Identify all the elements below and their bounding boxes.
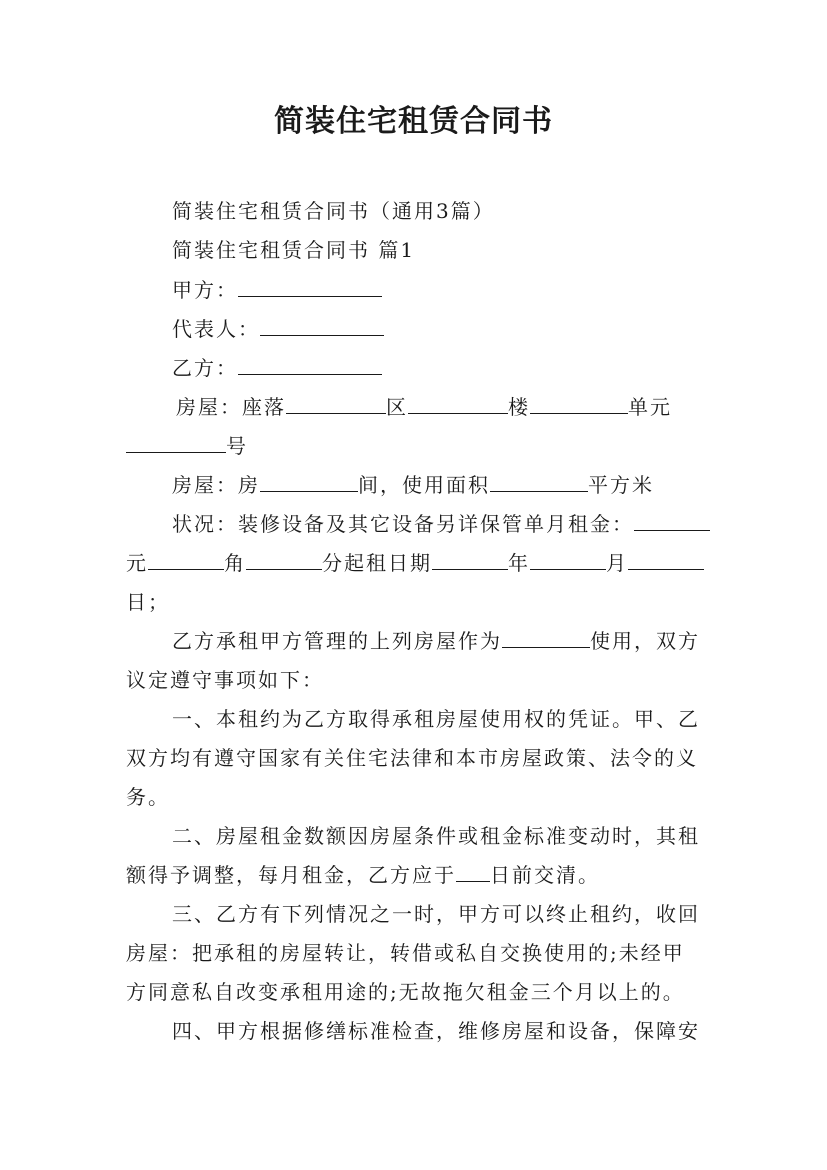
district-blank	[408, 393, 508, 414]
building-blank	[530, 393, 628, 414]
area-blank	[490, 471, 588, 492]
payment-day-blank	[456, 861, 490, 882]
paragraph-2-line-1	[172, 704, 700, 734]
paragraph-3-text-c: 日前交清。	[490, 863, 600, 887]
number-label: 号	[226, 434, 248, 458]
status-label: 状况：装修设备及其它设备另详保管单月租金：	[172, 512, 634, 536]
party-a-line	[172, 275, 382, 305]
month-label: 月	[606, 551, 628, 575]
house-location-label: 房屋：座落	[176, 395, 286, 419]
party-a-label: 甲方：	[172, 278, 238, 302]
yuan-blank	[148, 549, 224, 570]
representative-blank	[260, 315, 384, 336]
house-number-line	[126, 431, 248, 461]
start-day-blank	[628, 549, 704, 570]
party-b-line	[172, 353, 382, 383]
paragraph-4-line-1	[172, 899, 700, 929]
fen-start-label: 分起租日期	[322, 551, 432, 575]
jiao-blank	[246, 549, 322, 570]
paragraph-1-text-b: 使用，双方	[590, 629, 700, 653]
paragraph-1-line-1	[172, 626, 700, 656]
house-location-line	[176, 392, 672, 422]
location-blank	[286, 393, 386, 414]
paragraph-3-line-1	[172, 821, 700, 851]
status-line	[172, 509, 710, 539]
number-blank	[126, 432, 226, 453]
subtitle-text: 简装住宅租赁合同书（通用3篇）	[172, 199, 495, 223]
rent-date-line	[126, 548, 704, 578]
subtitle-line	[172, 196, 495, 226]
start-year-blank	[432, 549, 508, 570]
part-heading-line	[172, 235, 415, 265]
representative-line	[172, 314, 384, 344]
jiao-label: 角	[224, 551, 246, 575]
part-heading-text: 简装住宅租赁合同书 篇1	[172, 238, 416, 262]
day-label: 日；	[126, 590, 170, 614]
unit-label: 单元	[628, 395, 672, 419]
sqm-label: 平方米	[588, 473, 654, 497]
document-title: 简装住宅租赁合同书	[274, 104, 553, 139]
paragraph-3-line-2	[126, 860, 600, 890]
yuan-label: 元	[126, 551, 148, 575]
start-month-blank	[530, 549, 606, 570]
paragraph-2-text-b: 双方均有遵守国家有关住宅法律和本市房屋政策、法令的义	[126, 746, 698, 770]
party-a-blank	[238, 276, 382, 297]
house-room-line	[172, 470, 654, 500]
paragraph-4-line-3	[126, 977, 685, 1007]
room-area-label: 间，使用面积	[358, 473, 490, 497]
year-label: 年	[508, 551, 530, 575]
representative-label: 代表人：	[172, 317, 260, 341]
day-line	[126, 587, 170, 617]
paragraph-2-line-3	[126, 782, 170, 812]
paragraph-2-line-2	[126, 743, 698, 773]
building-label: 楼	[508, 395, 530, 419]
paragraph-1-text-a: 乙方承租甲方管理的上列房屋作为	[172, 629, 502, 653]
paragraph-4-text-a: 三、乙方有下列情况之一时，甲方可以终止租约，收回	[172, 902, 700, 926]
paragraph-1-line-2	[126, 665, 324, 695]
paragraph-2-text-c: 务。	[126, 785, 170, 809]
party-b-blank	[238, 354, 382, 375]
paragraph-3-text-b: 额得予调整，每月租金，乙方应于	[126, 863, 456, 887]
house-room-label: 房屋：房	[172, 473, 260, 497]
paragraph-5-line-1	[172, 1016, 700, 1046]
paragraph-4-text-c: 方同意私自改变承租用途的;无故拖欠租金三个月以上的。	[126, 980, 685, 1004]
paragraph-3-text-a: 二、房屋租金数额因房屋条件或租金标准变动时，其租	[172, 824, 700, 848]
paragraph-2-text-a: 一、本租约为乙方取得承租房屋使用权的凭证。甲、乙	[172, 707, 700, 731]
usage-blank	[502, 627, 590, 648]
paragraph-4-line-2	[126, 938, 685, 968]
paragraph-1-text-c: 议定遵守事项如下：	[126, 668, 324, 692]
room-blank	[260, 471, 358, 492]
paragraph-5-text-a: 四、甲方根据修缮标准检查，维修房屋和设备，保障安	[172, 1019, 700, 1043]
paragraph-4-text-b: 房屋：把承租的房屋转让，转借或私自交换使用的;未经甲	[126, 941, 685, 965]
party-b-label: 乙方：	[172, 356, 238, 380]
rent-blank	[634, 510, 710, 531]
district-label: 区	[386, 395, 408, 419]
